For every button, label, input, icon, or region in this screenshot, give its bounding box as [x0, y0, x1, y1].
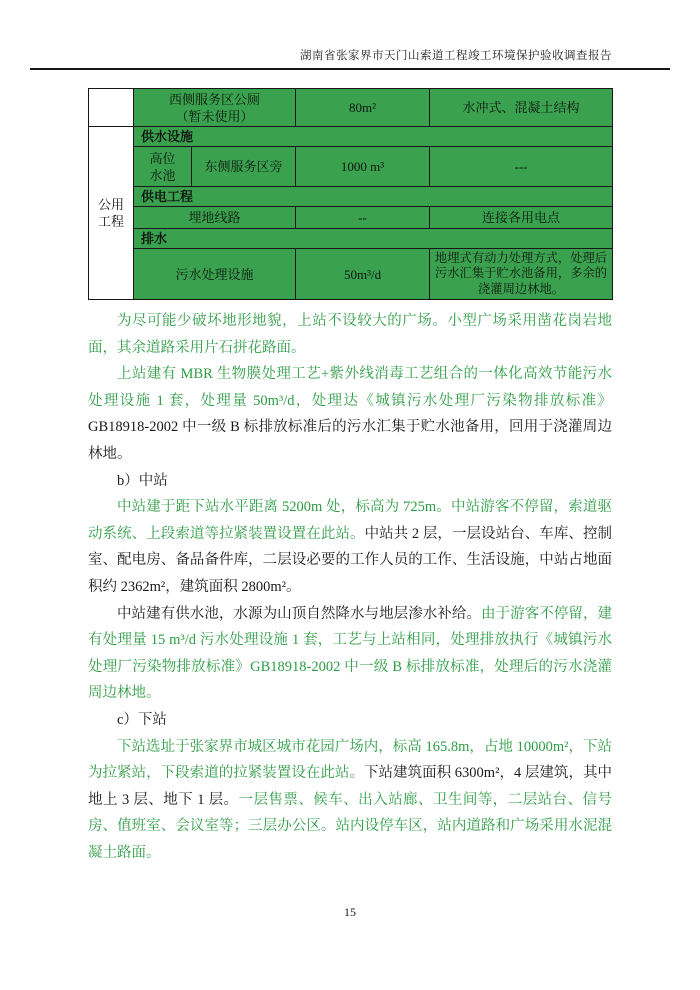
para-shangzhan-mbr	[88, 361, 612, 467]
text-run: 中站共 2 层，一层设站台、车库、控制室、配电房、备品备件库，二层设必要的工作人员的工作、生活设施，中站占地面积约 2362m²，建筑面积 2800m²。	[88, 525, 613, 595]
table-row	[89, 187, 613, 207]
text-run: 一层售票、候车、出入站廊、卫生间等，二层站台、信号房、值班室、会议室等；三层办公区。站内设停车区，站内道路和广场采用水泥混凝土路面。	[88, 791, 612, 861]
table-cell: --	[296, 207, 430, 229]
table-cell: 埋地线路	[134, 207, 296, 229]
table-cell: 高位 水池	[134, 147, 192, 187]
table-cell: 供水设施	[134, 127, 613, 147]
heading-zhongzhan	[88, 468, 612, 495]
text-run: 中站建于距下站水平距离 5200m 处，标高为 725m。中站游客不停留，索道驱动系统、上段索道等拉紧装置设置在此站。	[88, 499, 612, 542]
table-row	[89, 249, 613, 300]
text-run: 由于游客不停留，建有处理量 15 m³/d 污水处理设施 1 套，工艺与上站相同，处理排放执行《城镇污水处理厂污染物排放标准》GB18918-2002 中一级 B 标排放标准，处理后的污水浇灌周边林地。	[88, 605, 612, 702]
public-works-table	[88, 88, 613, 300]
para-shangzhan-plaza	[88, 308, 612, 361]
table-row	[89, 229, 613, 249]
text-run: GB18918-2002 中一级 B 标排放标准后的污水汇集于贮水池备用，回用于浇灌周边林地。	[88, 419, 612, 462]
table-cell	[89, 89, 134, 127]
text-run: 为尽可能少破坏地形地貌，上站不设较大的广场。小型广场采用凿花岗岩地面，其余道路采用片石拼花路面。	[88, 313, 612, 356]
text-run: 中站建有供水池，水源为山顶自然降水与地层渗水补给。	[117, 605, 482, 622]
table-cell: 东侧服务区旁	[192, 147, 296, 187]
table-cell: 1000 m³	[296, 147, 430, 187]
header-rule	[30, 68, 670, 70]
heading-xiazhan	[88, 707, 612, 734]
table-cell: 公用 工程	[89, 127, 134, 300]
table-cell: 80m²	[296, 89, 430, 127]
text-run: c）下站	[117, 711, 167, 728]
para-xiazhan	[88, 734, 612, 867]
table-cell: 水冲式、混凝土结构	[430, 89, 613, 127]
para-zhongzhan-1	[88, 494, 612, 600]
text-run: b）中站	[117, 472, 168, 489]
page-header-title: 湖南省张家界市天门山索道工程竣工环境保护验收调查报告	[300, 50, 612, 62]
table-cell: ---	[430, 147, 613, 187]
table-cell: 供电工程	[134, 187, 613, 207]
table-cell: 西侧服务区公厕 （暂未使用）	[134, 89, 296, 127]
para-zhongzhan-2	[88, 601, 612, 707]
table-cell: 50m³/d	[296, 249, 430, 300]
page-number: 15	[344, 905, 356, 919]
body-text	[88, 308, 612, 866]
text-run: 上站建有 MBR 生物膜处理工艺+紫外线消毒工艺组合的一体化高效节能污水处理设施 1 套，处理量 50m³/d，处理达《城镇污水处理厂污染物排放标准》	[88, 366, 612, 409]
text-run: 下站建筑面积 6300m²，4 层建筑，其中地上 3 层、地下 1 层。	[88, 765, 613, 808]
table-row	[89, 147, 613, 187]
table-row	[89, 127, 613, 147]
table-cell: 污水处理设施	[134, 249, 296, 300]
table-row	[89, 207, 613, 229]
table-cell: 排水	[134, 229, 613, 249]
table-row	[89, 89, 613, 127]
table-cell: 连接各用电点	[430, 207, 613, 229]
text-run: 下站选址于张家界市城区城市花园广场内，标高 165.8m，占地 10000m²，下站为拉紧站，下段索道的拉紧装置设在此站。	[88, 738, 612, 782]
table-cell: 地埋式有动力处理方式，处理后污水汇集于贮水池备用，多余的浇灌周边林地。	[430, 249, 613, 300]
